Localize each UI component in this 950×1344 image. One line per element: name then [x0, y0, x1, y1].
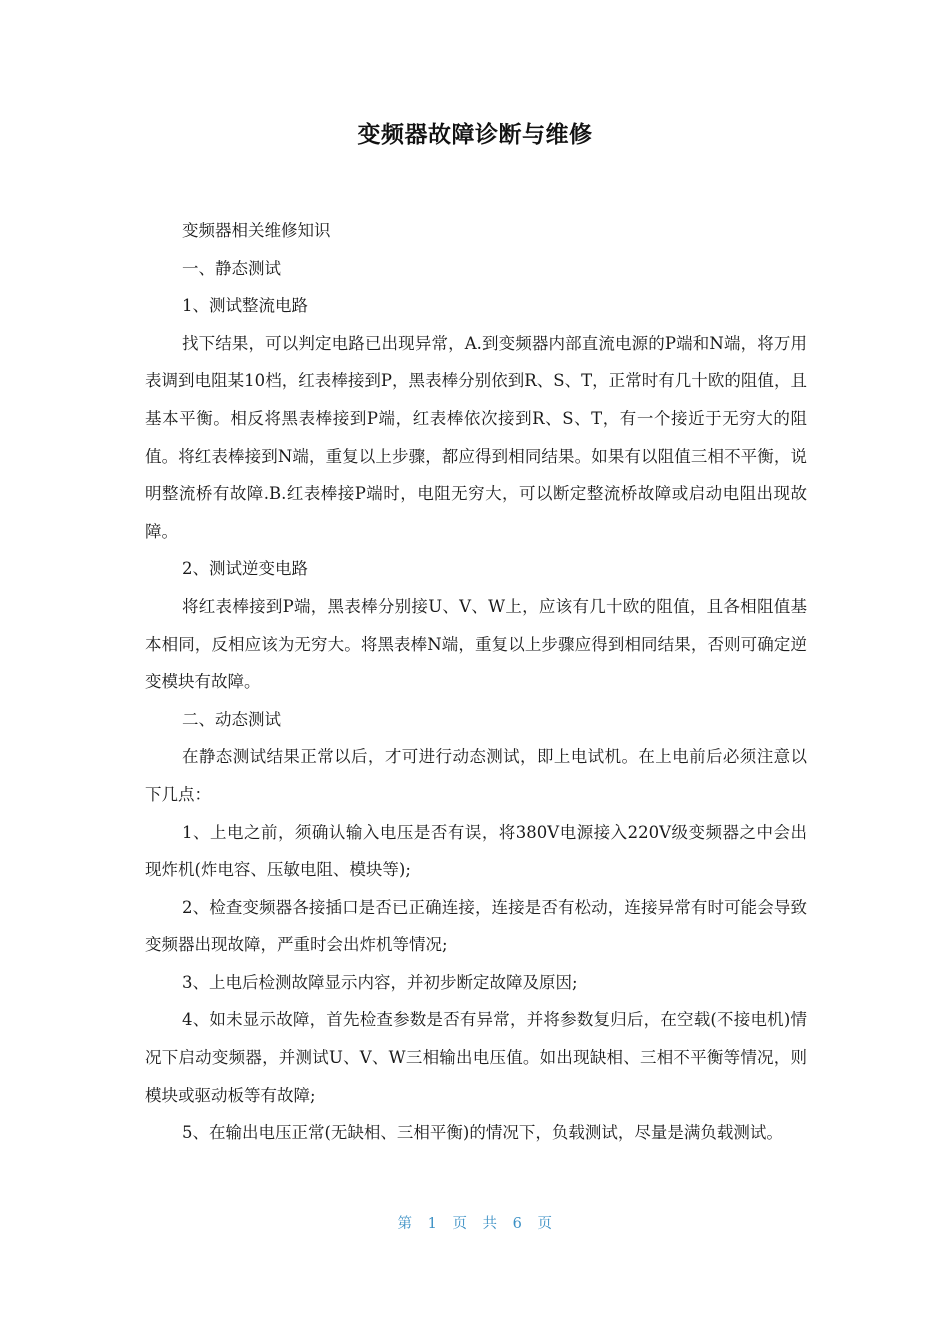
paragraph-intro: 变频器相关维修知识: [182, 221, 331, 240]
document-title: 变频器故障诊断与维修: [357, 122, 593, 148]
paragraph-dynamic-intro: 在静态测试结果正常以后，才可进行动态测试，即上电试机。在上电前后必须注意以下几点：: [145, 747, 807, 804]
paragraph-inverter-test: 将红表棒接到P端，黑表棒分别接U、V、W上，应该有几十欧的阻值，且各相阻值基本相同，反相应该为无穷大。将黑表棒N端，重复以上步骤应得到相同结果，否则可确定逆变模块有故障。: [145, 596, 807, 692]
paragraph-rectifier-test: 找下结果，可以判定电路已出现异常，A.到变频器内部直流电源的P端和N端，将万用表调到电阻某10档，红表棒接到P，黑表棒分别依到R、S、T，正常时有几十欧的阻值，且基本平衡。相反将黑表棒接到P端，红表棒依次接到R、S、T，有一个接近于无穷大的阻值。将红表棒接到N端，重复以上步骤，都应得到相同结果。如果有以阻值三相不平衡，说明整流桥有故障.B.红表棒接P端时，电阻无穷大，可以断定整流桥故障或启动电阻出现故障。: [145, 333, 807, 541]
list-item-5: 5、在输出电压正常(无缺相、三相平衡)的情况下，负载测试，尽量是满负载测试。: [182, 1123, 783, 1143]
document-body: [145, 212, 807, 1152]
page-number-footer: 第 1 页 共 6 页: [397, 1216, 553, 1232]
section-heading-static-test: 一、静态测试: [182, 258, 281, 278]
subheading-rectifier-test: 1、测试整流电路: [182, 296, 308, 316]
list-item-4: 4、如未显示故障，首先检查参数是否有异常，并将参数复归后，在空载(不接电机)情况下启动变频器，并测试U、V、W三相输出电压值。如出现缺相、三相不平衡等情况，则模块或驱动板等有故障;: [145, 1010, 807, 1105]
list-item-2: 2、检查变频器各接插口是否已正确连接，连接是否有松动，连接异常有时可能会导致变频器出现故障，严重时会出炸机等情况;: [145, 897, 807, 955]
list-item-1: 1、上电之前，须确认输入电压是否有误，将380V电源接入220V级变频器之中会出现炸机(炸电容、压敏电阻、模块等);: [145, 822, 807, 880]
subheading-inverter-test: 2、测试逆变电路: [182, 559, 308, 579]
list-item-3: 3、上电后检测故障显示内容，并初步断定故障及原因;: [182, 972, 578, 992]
section-heading-dynamic-test: 二、动态测试: [182, 709, 281, 729]
